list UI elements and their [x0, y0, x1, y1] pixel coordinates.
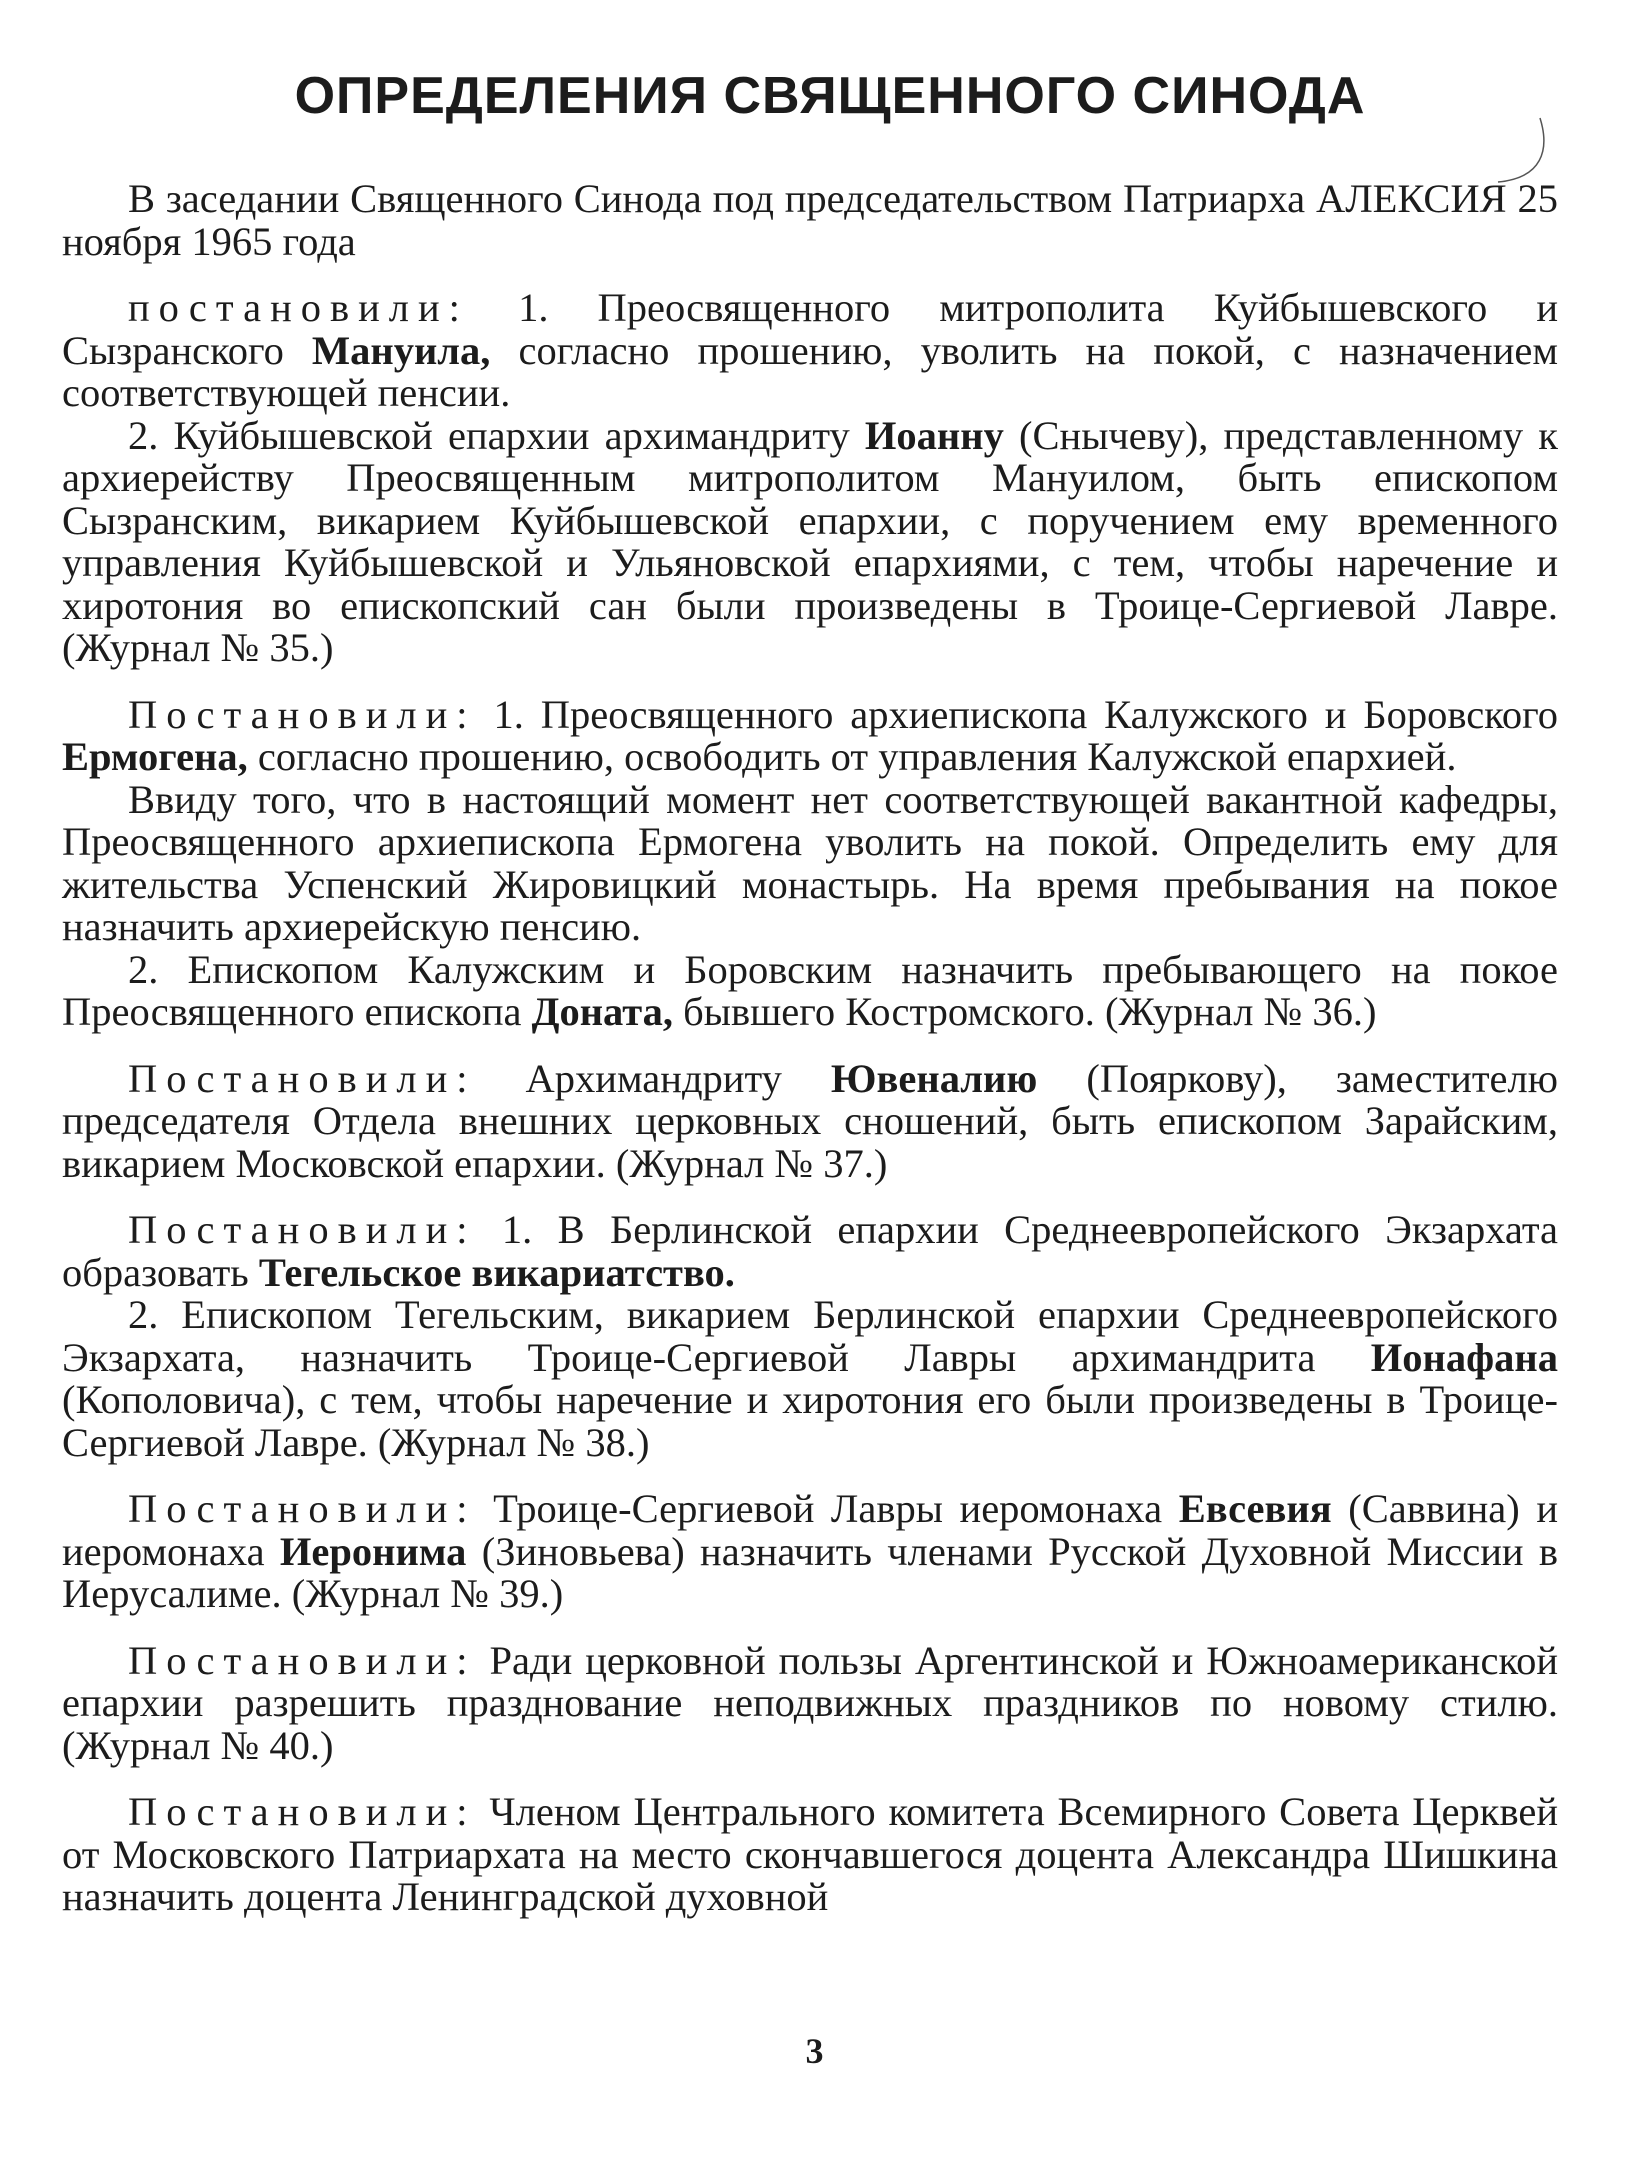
resolution-39: Постановили: Троице-Сергиевой Лавры иеромонаха Евсевия (Саввина) и иеромонаха Иеронима (Зиновьева) назначить членами Русской Духовной Миссии в Иерусалиме. (Журнал № 39.) [62, 1486, 1558, 1616]
resolution-36-item-2: 2. Епископом Калужским и Боровским назначить пребывающего на покое Преосвященного епископа Доната, бывшего Костромского. (Журнал № 36.) [62, 946, 1558, 1034]
pen-mark-icon [1480, 110, 1560, 190]
resolution-36-paragraph: Ввиду того, что в настоящий момент нет соответствующей вакантной кафедры, Преосвященного архиепископа Ермогена уволить на покой. Определить ему для жительства Успенский Жировицкий монастырь. На время пребывания на покое назначить архиерейскую пенсию. [62, 776, 1558, 949]
resolution-38-item-1: Постановили: 1. В Берлинской епархии Среднеевропейского Экзархата образовать Тегельское викариатство. [62, 1207, 1559, 1295]
archimandrite-name: Ювеналию [830, 1055, 1038, 1101]
resolved-label: Постановили: [128, 1207, 477, 1252]
bishop-name: Доната, [531, 989, 674, 1034]
page-number: 3 [805, 2031, 824, 2071]
intro-paragraph: В заседании Священного Синода под председательством Патриарха АЛЕКСИЯ 25 ноября 1965 года [62, 176, 1558, 264]
resolved-label: постановили: [128, 285, 469, 330]
resolved-label: Постановили: [128, 1055, 477, 1101]
resolution-36-item-1: Постановили: 1. Преосвященного архиепископа Калужского и Боровского Ермогена, согласно прошению, освободить от управления Калужской епархией. [62, 691, 1559, 779]
resolved-label: Постановили: [128, 1637, 477, 1683]
resolution-35-item-1: постановили: 1. Преосвященного митрополита Куйбышевского и Сызранского Мануила, согласно прошению, уволить на покой, с назначением соответствующей пенсии. [62, 285, 1559, 415]
page-title: ОПРЕДЕЛЕНИЯ СВЯЩЕННОГО СИНОДА [294, 67, 1366, 125]
archimandrite-name: Иоанну [864, 412, 1004, 458]
vicariate-name: Тегельское викариатство. [258, 1249, 735, 1295]
resolution-40: Постановили: Ради церковной пользы Аргентинской и Южноамериканской епархии разрешить празднование неподвижных праздников по новому стилю. (Журнал № 40.) [62, 1637, 1559, 1768]
resolution-wcc: Постановили: Членом Центрального комитета Всемирного Совета Церквей от Московского Патриархата на место скончавшегося доцента Александра Шишкина назначить доцента Ленинградской духовной [62, 1789, 1558, 1919]
document-page [62, 66, 1558, 1919]
hieromonk-name: Евсевия [1178, 1486, 1332, 1531]
resolution-37: Постановили: Архимандриту Ювеналию (Пояркову), заместителю председателя Отдела внешних церковных сношений, быть епископом Зарайским, викарием Московской епархии. (Журнал № 37.) [62, 1055, 1558, 1186]
resolved-label: Постановили: [128, 1789, 477, 1834]
hieromonk-name: Иеронима [279, 1528, 467, 1574]
resolution-35-item-2: 2. Куйбышевской епархии архимандриту Иоанну (Снычеву), представленному к архиерейству Преосвященным митрополитом Мануилом, быть епископом Сызранским, викарием Куйбышевской епархии, с поручением ему временного управления Куйбышевской и Ульяновской епархиями, с тем, чтобы наречение и хиротония во епископский сан были произведены в Троице-Сергиевой Лавре. (Журнал № 35.) [62, 412, 1558, 670]
archimandrite-name: Ионафана [1370, 1334, 1558, 1380]
archbishop-name: Ермогена, [62, 734, 248, 779]
bishop-name: Мануила, [311, 327, 491, 373]
resolution-38-item-2: 2. Епископом Тегельским, викарием Берлинской епархии Среднеевропейского Экзархата, назначить Троице-Сергиевой Лавры архимандрита Ионафана (Кополовича), с тем, чтобы наречение и хиротония его были произведены в Троице-Сергиевой Лавре. (Журнал № 38.) [62, 1292, 1558, 1465]
resolved-label: Постановили: [128, 1486, 477, 1531]
resolved-label: Постановили: [128, 691, 477, 737]
